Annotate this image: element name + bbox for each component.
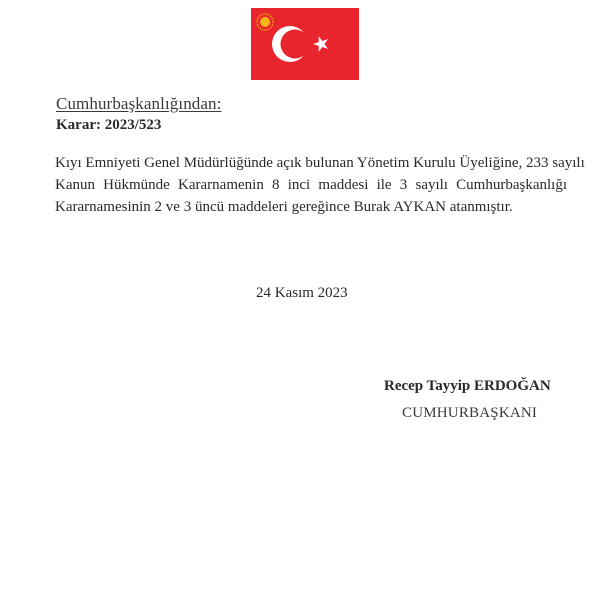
signer-title: CUMHURBAŞKANI <box>402 405 538 421</box>
body-line: Kararnamesinin 2 ve 3 üncü maddeleri gereğince Burak AYKAN atanmıştır. <box>55 199 513 215</box>
signer-name: Recep Tayyip ERDOĞAN <box>384 378 551 394</box>
presidential-flag <box>251 8 359 80</box>
decision-number: Karar: 2023/523 <box>56 117 162 133</box>
decision-body <box>55 152 585 218</box>
issuer-heading: Cumhurbaşkanlığından: <box>56 94 222 113</box>
body-line: Kıyı Emniyeti Genel Müdürlüğünde açık bulunan Yönetim Kurulu Üyeliğine, 233 sayılı <box>55 155 585 171</box>
turkish-flag-icon <box>251 8 359 80</box>
body-line: Kanun Hükmünde Kararnamenin 8 inci maddesi ile 3 sayılı Cumhurbaşkanlığı <box>55 177 567 193</box>
decision-date: 24 Kasım 2023 <box>256 285 348 301</box>
